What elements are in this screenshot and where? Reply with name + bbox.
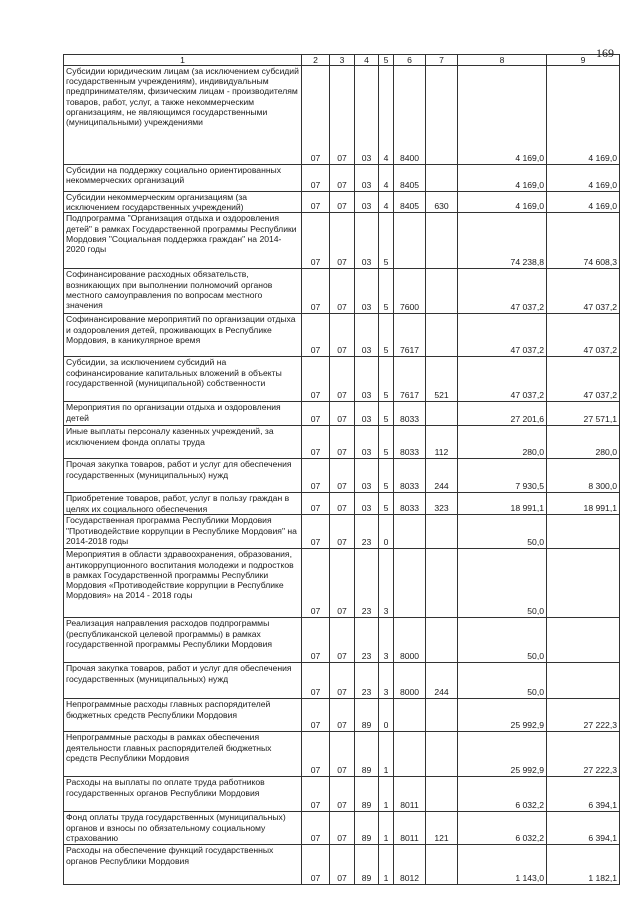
row-c2-cell: 07 xyxy=(302,426,330,459)
row-c9-cell: 47 037,2 xyxy=(547,357,620,402)
header-cell: 6 xyxy=(394,55,426,66)
row-c8-cell: 4 169,0 xyxy=(458,192,547,213)
row-name-cell: Субсидии юридическим лицам (за исключением субсидий государственным учреждениям), индивидуальным предпринимателям, физическим лицам - производителям товаров, работ, услуг, а также некоммерческим организациям, не являющимся государственными (муниципальными) учреждениями xyxy=(64,66,302,165)
row-c5-cell: 5 xyxy=(379,357,394,402)
table-row xyxy=(64,515,620,549)
row-c5-cell: 1 xyxy=(379,732,394,777)
row-c6-cell: 7617 xyxy=(394,357,426,402)
table-row xyxy=(64,426,620,459)
table-row xyxy=(64,165,620,192)
row-c9-cell: 47 037,2 xyxy=(547,269,620,314)
row-c9-cell: 6 394,1 xyxy=(547,812,620,845)
row-c8-cell: 47 037,2 xyxy=(458,269,547,314)
row-c2-cell: 07 xyxy=(302,213,330,269)
row-c4-cell: 03 xyxy=(355,269,379,314)
header-cell: 3 xyxy=(330,55,355,66)
row-c8-cell: 280,0 xyxy=(458,426,547,459)
row-c8-cell: 4 169,0 xyxy=(458,66,547,165)
row-c9-cell: 4 169,0 xyxy=(547,192,620,213)
row-c8-cell: 18 991,1 xyxy=(458,493,547,515)
row-c2-cell: 07 xyxy=(302,314,330,357)
header-cell: 8 xyxy=(458,55,547,66)
row-c9-cell: 280,0 xyxy=(547,426,620,459)
row-c6-cell: 8033 xyxy=(394,402,426,426)
row-c9-cell: 4 169,0 xyxy=(547,66,620,165)
row-c3-cell: 07 xyxy=(330,314,355,357)
row-name-cell: Непрограммные расходы главных распорядителей бюджетных средств Республики Мордовия xyxy=(64,699,302,732)
row-c2-cell: 07 xyxy=(302,618,330,663)
row-c2-cell: 07 xyxy=(302,493,330,515)
table-row xyxy=(64,732,620,777)
row-c5-cell: 5 xyxy=(379,402,394,426)
budget-table xyxy=(63,54,620,885)
row-c4-cell: 89 xyxy=(355,699,379,732)
row-c8-cell: 25 992,9 xyxy=(458,732,547,777)
row-c6-cell: 8033 xyxy=(394,426,426,459)
table-row xyxy=(64,213,620,269)
row-c7-cell: 112 xyxy=(426,426,458,459)
row-c3-cell: 07 xyxy=(330,812,355,845)
row-name-cell: Софинансирование мероприятий по организации отдыха и оздоровления детей, проживающих в Республике Мордовия, в каникулярное время xyxy=(64,314,302,357)
row-c9-cell xyxy=(547,618,620,663)
row-c4-cell: 89 xyxy=(355,845,379,885)
row-c7-cell: 521 xyxy=(426,357,458,402)
row-c4-cell: 03 xyxy=(355,165,379,192)
row-c3-cell: 07 xyxy=(330,402,355,426)
row-c5-cell: 1 xyxy=(379,845,394,885)
row-c7-cell: 244 xyxy=(426,459,458,493)
row-c6-cell: 8000 xyxy=(394,618,426,663)
row-c6-cell xyxy=(394,732,426,777)
row-c5-cell: 5 xyxy=(379,493,394,515)
table-row xyxy=(64,192,620,213)
row-c9-cell: 8 300,0 xyxy=(547,459,620,493)
row-c7-cell: 630 xyxy=(426,192,458,213)
row-c2-cell: 07 xyxy=(302,812,330,845)
row-c2-cell: 07 xyxy=(302,515,330,549)
row-c4-cell: 03 xyxy=(355,357,379,402)
row-c6-cell: 8033 xyxy=(394,493,426,515)
row-c7-cell xyxy=(426,618,458,663)
row-c5-cell: 5 xyxy=(379,426,394,459)
row-c8-cell: 6 032,2 xyxy=(458,777,547,812)
table-row xyxy=(64,402,620,426)
row-c2-cell: 07 xyxy=(302,663,330,699)
row-name-cell: Субсидии на поддержку социально ориентированных некоммерческих организаций xyxy=(64,165,302,192)
row-name-cell: Прочая закупка товаров, работ и услуг для обеспечения государственных (муниципальных) нужд xyxy=(64,459,302,493)
row-c8-cell: 47 037,2 xyxy=(458,357,547,402)
row-c6-cell: 7600 xyxy=(394,269,426,314)
row-c5-cell: 4 xyxy=(379,66,394,165)
row-name-cell: Расходы на выплаты по оплате труда работников государственных органов Республики Мордовия xyxy=(64,777,302,812)
row-c6-cell: 8011 xyxy=(394,777,426,812)
row-c8-cell: 6 032,2 xyxy=(458,812,547,845)
row-c3-cell: 07 xyxy=(330,732,355,777)
row-name-cell: Непрограммные расходы в рамках обеспечения деятельности главных распорядителей бюджетных средств Республики Мордовия xyxy=(64,732,302,777)
header-cell: 2 xyxy=(302,55,330,66)
row-c3-cell: 07 xyxy=(330,777,355,812)
row-c7-cell xyxy=(426,66,458,165)
row-c8-cell: 7 930,5 xyxy=(458,459,547,493)
row-c6-cell: 8405 xyxy=(394,165,426,192)
row-c7-cell xyxy=(426,515,458,549)
row-name-cell: Иные выплаты персоналу казенных учреждений, за исключением фонда оплаты труда xyxy=(64,426,302,459)
row-c8-cell: 50,0 xyxy=(458,549,547,618)
row-c6-cell: 8012 xyxy=(394,845,426,885)
row-c5-cell: 5 xyxy=(379,314,394,357)
row-name-cell: Реализация направления расходов подпрограммы (республиканской целевой программы) в рамках государственной программы Республики Мордовия xyxy=(64,618,302,663)
row-c5-cell: 3 xyxy=(379,663,394,699)
row-c4-cell: 03 xyxy=(355,213,379,269)
row-c7-cell xyxy=(426,314,458,357)
row-name-cell: Субсидии, за исключением субсидий на софинансирование капитальных вложений в объекты государственной (муниципальной) собственности xyxy=(64,357,302,402)
row-c5-cell: 0 xyxy=(379,515,394,549)
row-c2-cell: 07 xyxy=(302,192,330,213)
row-c2-cell: 07 xyxy=(302,732,330,777)
row-c3-cell: 07 xyxy=(330,618,355,663)
header-cell: 1 xyxy=(64,55,302,66)
row-c9-cell: 6 394,1 xyxy=(547,777,620,812)
row-c7-cell: 121 xyxy=(426,812,458,845)
row-c2-cell: 07 xyxy=(302,459,330,493)
row-c6-cell xyxy=(394,515,426,549)
header-cell: 9 xyxy=(547,55,620,66)
row-c6-cell: 8000 xyxy=(394,663,426,699)
row-c3-cell: 07 xyxy=(330,515,355,549)
table-row xyxy=(64,314,620,357)
row-c3-cell: 07 xyxy=(330,357,355,402)
row-c7-cell xyxy=(426,845,458,885)
row-c6-cell: 8400 xyxy=(394,66,426,165)
row-c7-cell xyxy=(426,269,458,314)
row-c6-cell xyxy=(394,549,426,618)
header-cell: 4 xyxy=(355,55,379,66)
row-c5-cell: 3 xyxy=(379,618,394,663)
row-c3-cell: 07 xyxy=(330,426,355,459)
row-c4-cell: 89 xyxy=(355,812,379,845)
row-c4-cell: 89 xyxy=(355,777,379,812)
row-c9-cell xyxy=(547,515,620,549)
row-c9-cell: 27 222,3 xyxy=(547,699,620,732)
table-row xyxy=(64,699,620,732)
row-c6-cell xyxy=(394,699,426,732)
row-c3-cell: 07 xyxy=(330,699,355,732)
row-c7-cell xyxy=(426,402,458,426)
row-c5-cell: 3 xyxy=(379,549,394,618)
header-cell: 7 xyxy=(426,55,458,66)
row-c8-cell: 47 037,2 xyxy=(458,314,547,357)
row-c5-cell: 0 xyxy=(379,699,394,732)
row-c8-cell: 74 238,8 xyxy=(458,213,547,269)
row-name-cell: Софинансирование расходных обязательств, возникающих при выполнении полномочий органов местного самоуправления по вопросам местного значения xyxy=(64,269,302,314)
row-name-cell: Мероприятия в области здравоохранения, образования, антикоррупционного воспитания молодежи и подростков в рамках Государственной программы Республики Мордовия «Противодействие коррупции в Республике Мордовия» на 2014 - 2018 годы xyxy=(64,549,302,618)
row-c3-cell: 07 xyxy=(330,845,355,885)
row-c9-cell: 1 182,1 xyxy=(547,845,620,885)
row-c2-cell: 07 xyxy=(302,777,330,812)
row-c7-cell xyxy=(426,165,458,192)
row-c4-cell: 03 xyxy=(355,426,379,459)
row-c4-cell: 23 xyxy=(355,618,379,663)
row-c7-cell xyxy=(426,699,458,732)
table-row xyxy=(64,777,620,812)
row-c5-cell: 5 xyxy=(379,213,394,269)
row-c9-cell: 18 991,1 xyxy=(547,493,620,515)
row-c9-cell: 47 037,2 xyxy=(547,314,620,357)
header-cell: 5 xyxy=(379,55,394,66)
row-c3-cell: 07 xyxy=(330,66,355,165)
row-c4-cell: 03 xyxy=(355,192,379,213)
row-c2-cell: 07 xyxy=(302,402,330,426)
row-c3-cell: 07 xyxy=(330,165,355,192)
row-c8-cell: 4 169,0 xyxy=(458,165,547,192)
row-c3-cell: 07 xyxy=(330,459,355,493)
row-c6-cell: 8011 xyxy=(394,812,426,845)
row-c6-cell: 8405 xyxy=(394,192,426,213)
row-c5-cell: 4 xyxy=(379,165,394,192)
row-c9-cell: 74 608,3 xyxy=(547,213,620,269)
row-c2-cell: 07 xyxy=(302,699,330,732)
row-c6-cell xyxy=(394,213,426,269)
row-c7-cell xyxy=(426,777,458,812)
row-c9-cell: 27 571,1 xyxy=(547,402,620,426)
header-row xyxy=(64,55,620,66)
row-name-cell: Субсидии некоммерческим организациям (за исключением государственных учреждений) xyxy=(64,192,302,213)
table-row xyxy=(64,845,620,885)
row-c2-cell: 07 xyxy=(302,549,330,618)
table-row xyxy=(64,549,620,618)
row-c6-cell: 8033 xyxy=(394,459,426,493)
table-row xyxy=(64,459,620,493)
row-name-cell: Расходы на обеспечение функций государственных органов Республики Мордовия xyxy=(64,845,302,885)
row-c8-cell: 25 992,9 xyxy=(458,699,547,732)
table-row xyxy=(64,66,620,165)
row-c2-cell: 07 xyxy=(302,66,330,165)
row-c4-cell: 89 xyxy=(355,732,379,777)
row-c4-cell: 03 xyxy=(355,459,379,493)
row-c5-cell: 5 xyxy=(379,269,394,314)
row-c9-cell: 27 222,3 xyxy=(547,732,620,777)
table-row xyxy=(64,357,620,402)
row-c9-cell xyxy=(547,663,620,699)
row-c5-cell: 5 xyxy=(379,459,394,493)
row-c8-cell: 50,0 xyxy=(458,515,547,549)
row-c3-cell: 07 xyxy=(330,493,355,515)
row-name-cell: Фонд оплаты труда государственных (муниципальных) органов и взносы по обязательному социальному страхованию xyxy=(64,812,302,845)
row-c4-cell: 23 xyxy=(355,663,379,699)
row-c3-cell: 07 xyxy=(330,549,355,618)
row-c8-cell: 50,0 xyxy=(458,618,547,663)
row-c5-cell: 1 xyxy=(379,812,394,845)
table-row xyxy=(64,618,620,663)
row-c2-cell: 07 xyxy=(302,165,330,192)
row-c5-cell: 1 xyxy=(379,777,394,812)
row-name-cell: Прочая закупка товаров, работ и услуг для обеспечения государственных (муниципальных) нужд xyxy=(64,663,302,699)
row-c3-cell: 07 xyxy=(330,663,355,699)
row-c8-cell: 1 143,0 xyxy=(458,845,547,885)
row-c8-cell: 50,0 xyxy=(458,663,547,699)
row-c7-cell xyxy=(426,549,458,618)
row-c3-cell: 07 xyxy=(330,269,355,314)
row-c7-cell: 244 xyxy=(426,663,458,699)
row-c3-cell: 07 xyxy=(330,213,355,269)
row-name-cell: Государственная программа Республики Мордовия "Противодействие коррупции в Республике Мордовия" на 2014-2018 годы xyxy=(64,515,302,549)
row-c4-cell: 03 xyxy=(355,66,379,165)
row-c9-cell: 4 169,0 xyxy=(547,165,620,192)
row-c4-cell: 03 xyxy=(355,402,379,426)
row-c2-cell: 07 xyxy=(302,357,330,402)
table-row xyxy=(64,812,620,845)
page-number: 169 xyxy=(596,46,614,60)
table-row xyxy=(64,269,620,314)
row-name-cell: Подпрограмма "Организация отдыха и оздоровления детей" в рамках Государственной программы Республики Мордовия "Социальная поддержка граждан" на 2014-2020 годы xyxy=(64,213,302,269)
row-name-cell: Мероприятия по организации отдыха и оздоровления детей xyxy=(64,402,302,426)
row-c9-cell xyxy=(547,549,620,618)
row-c6-cell: 7617 xyxy=(394,314,426,357)
row-c5-cell: 4 xyxy=(379,192,394,213)
row-c4-cell: 23 xyxy=(355,549,379,618)
row-c7-cell: 323 xyxy=(426,493,458,515)
row-c3-cell: 07 xyxy=(330,192,355,213)
row-c4-cell: 03 xyxy=(355,493,379,515)
row-name-cell: Приобретение товаров, работ, услуг в пользу граждан в целях их социального обеспечения xyxy=(64,493,302,515)
row-c4-cell: 23 xyxy=(355,515,379,549)
table-row xyxy=(64,663,620,699)
row-c2-cell: 07 xyxy=(302,845,330,885)
table-row xyxy=(64,493,620,515)
row-c8-cell: 27 201,6 xyxy=(458,402,547,426)
row-c2-cell: 07 xyxy=(302,269,330,314)
row-c4-cell: 03 xyxy=(355,314,379,357)
row-c7-cell xyxy=(426,213,458,269)
row-c7-cell xyxy=(426,732,458,777)
